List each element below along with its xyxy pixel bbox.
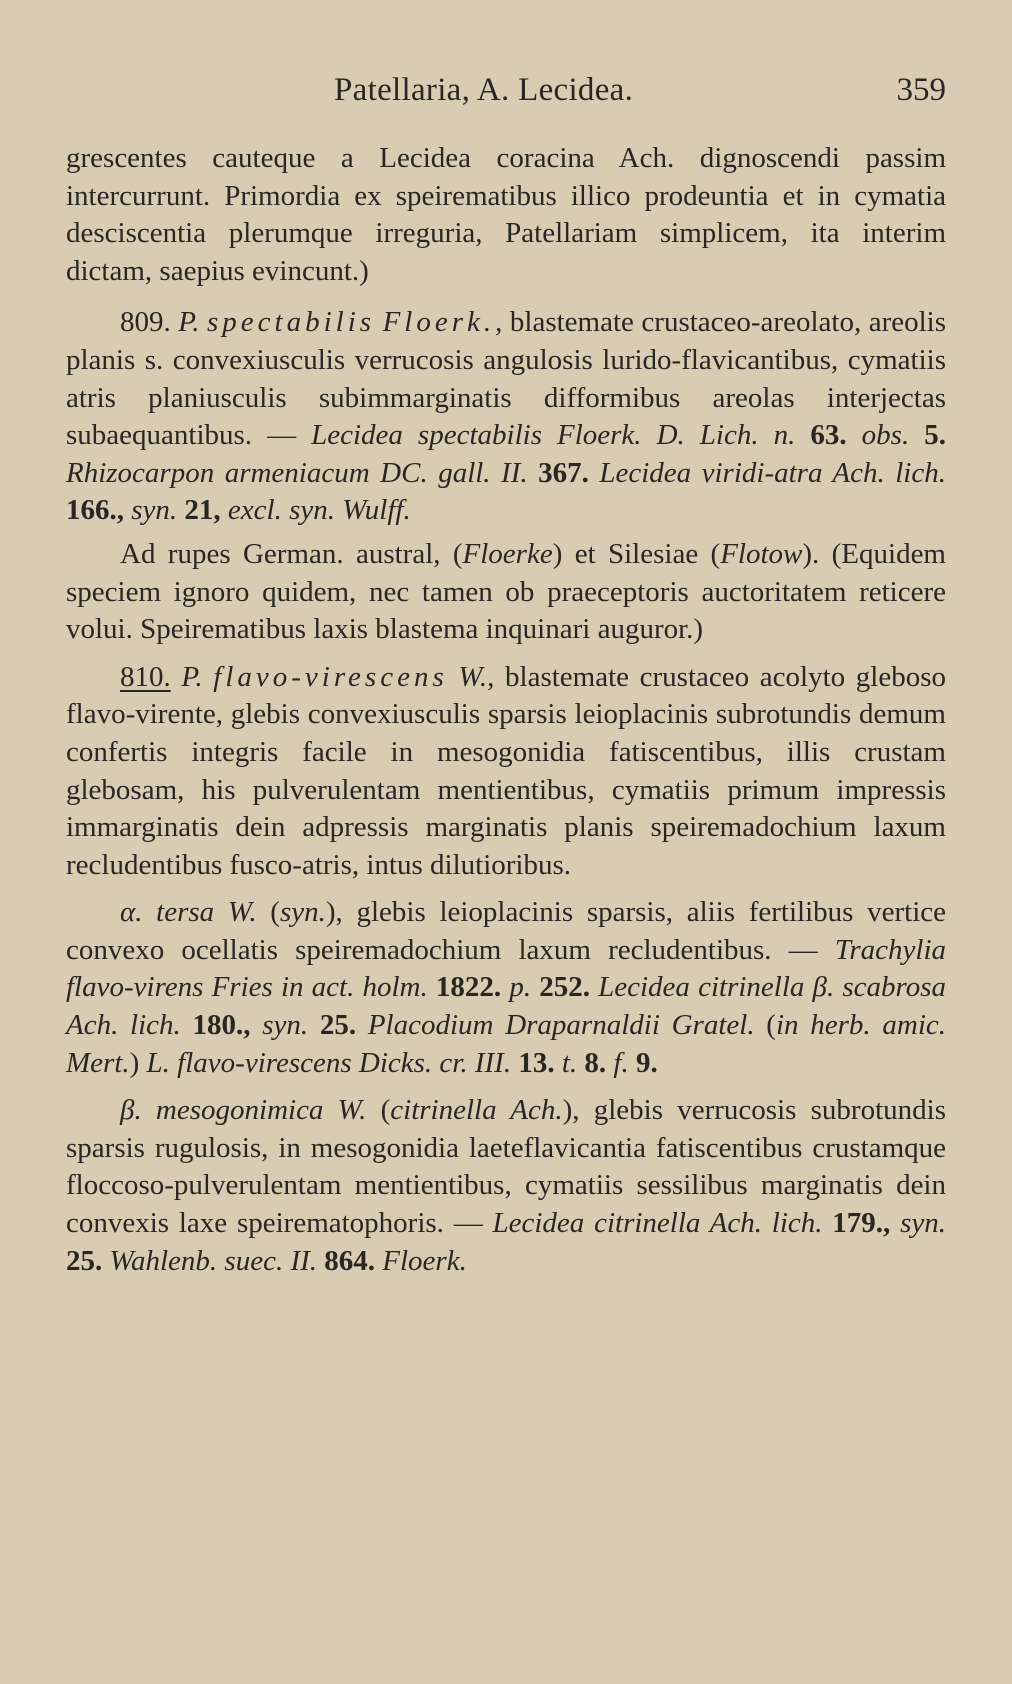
- synonym: Lecidea citrinella Ach. lich.: [492, 1207, 823, 1240]
- citation-number: 5.: [909, 419, 946, 452]
- citation-number: 21,: [177, 494, 228, 527]
- variety-alpha-diagnosis: ), glebis leioplacinis sparsis, aliis fertilibus vertice convexo ocellatis speiremadochium laxum recludentibus. —: [66, 896, 946, 966]
- variety-alpha: [66, 894, 946, 1082]
- variety-beta: [66, 1092, 946, 1280]
- citation-number: 179.,: [822, 1207, 901, 1240]
- synonym: citrinella Ach.: [390, 1094, 563, 1127]
- synonym: Lecidea citrinella β. scabrosa Ach. lich.: [66, 971, 947, 1042]
- citation-number: 25.: [308, 1009, 368, 1042]
- variety-beta-diagnosis: ), glebis verrucosis subrotundis sparsis rugulosis, in mesogonidia laeteflavicantia fatiscentibus crustamque floccoso-pulverulentam mentientibus, cymatiis sessilibus marginatis dein convexis laxe speirematophoris. —: [66, 1094, 946, 1240]
- citation-number: 8.: [577, 1046, 614, 1079]
- collector-name: Floerke: [462, 537, 553, 570]
- citation-number: 25.: [66, 1244, 110, 1277]
- synonym: syn.: [262, 1009, 309, 1042]
- citation-number: 252.: [531, 971, 599, 1004]
- variety-alpha-label: α. tersa W.: [120, 896, 257, 929]
- entry-809: [66, 304, 946, 530]
- page-body: [66, 140, 946, 1280]
- citation-number: 1822.: [427, 971, 510, 1004]
- entry-809-number: 809.: [120, 306, 171, 339]
- synonym: Trachylia flavo-virens Fries in act. holm.: [66, 933, 946, 1004]
- synonym: Rhizocarpon armeniacum DC. gall. II.: [66, 456, 528, 489]
- habitat-text: Ad rupes German. austral, (: [120, 537, 463, 570]
- entry-810-diagnosis: , blastemate crustaceo acolyto gleboso flavo-virente, glebis convexiusculis sparsis leioplacinis subrotundis demum confertis integris facile in mesogonidia fatiscentibus, illis crustam glebosam, his pulverulentam mentientibus, cymatiis primum impressis immarginatis dein adpressis marginatis planis speiremadochium laxum recludentibus fusco-atris, intus dilutioribus.: [66, 660, 946, 881]
- running-head: Patellaria, A. Lecidea.: [334, 72, 634, 108]
- synonym: syn.: [900, 1207, 946, 1240]
- citation-number: 13.: [511, 1046, 562, 1079]
- synonym: t.: [561, 1046, 578, 1079]
- citation-number: 9.: [628, 1046, 658, 1079]
- entry-809-genus: P.: [178, 306, 200, 339]
- entry-810-number: 810.: [120, 660, 171, 693]
- punct: (: [256, 896, 280, 929]
- punct: (: [754, 1009, 776, 1042]
- entry-810-author: W.: [458, 660, 488, 693]
- synonym: Placodium Draparnaldii Gratel.: [367, 1009, 755, 1042]
- citation-number: 180.,: [180, 1009, 263, 1042]
- synonym: p.: [509, 971, 532, 1004]
- punct: (: [366, 1094, 391, 1127]
- page-header: [66, 72, 946, 116]
- entry-809-author: Floerk.: [382, 306, 496, 339]
- synonym: obs.: [861, 419, 910, 452]
- citation-number: 63.: [795, 419, 862, 452]
- synonym: L. flavo-virescens Dicks. cr. III.: [146, 1046, 512, 1079]
- entry-809-habitat: [66, 536, 946, 649]
- synonym: Floerk.: [382, 1244, 467, 1277]
- habitat-text: ). (Equidem speciem ignoro quidem, nec tamen ob praeceptoris auctoritatem reticere volui. Speirematibus laxis blastema inquinari auguror.): [66, 537, 946, 646]
- synonym: syn.: [279, 896, 326, 929]
- synonym: Wahlenb. suec. II.: [109, 1244, 318, 1277]
- page-number: 359: [896, 72, 946, 108]
- synonym: syn.: [131, 494, 178, 527]
- collector-name: Flotow: [720, 537, 803, 570]
- entry-810-species: flavo-virescens: [213, 660, 448, 693]
- entry-810-genus: P.: [181, 660, 203, 693]
- variety-beta-label: β. mesogonimica W.: [120, 1094, 367, 1127]
- citation-number: 166.,: [66, 494, 132, 527]
- synonym: Lecidea viridi-atra Ach. lich.: [599, 456, 946, 489]
- entry-809-diagnosis: , blastemate crustaceo-areolato, areolis planis s. convexiusculis verrucosis angulosis lurido-flavicantibus, cymatiis atris planiusculis subimmarginatis difformibus areolas interjectas subaequantibus. —: [66, 306, 947, 452]
- synonym: f.: [613, 1046, 629, 1079]
- entry-809-species: spectabilis: [207, 306, 376, 339]
- paragraph-intro: grescentes cauteque a Lecidea coracina Ach. dignoscendi passim intercurrunt. Primordia ex speirematibus illico prodeuntia et in cymatia desciscentia plerumque irreguria, Patellariam simplicem, ita interim dictam, saepius evincunt.): [66, 142, 946, 287]
- citation-number: 367.: [527, 456, 600, 489]
- citation-number: 864.: [317, 1244, 383, 1277]
- habitat-text: ) et Silesiae (: [552, 537, 721, 570]
- synonym: excl. syn. Wulff.: [227, 494, 411, 527]
- entry-810: [66, 659, 946, 885]
- punct: ): [129, 1046, 147, 1079]
- synonym: in herb. amic. Mert.: [66, 1009, 946, 1079]
- synonym: Lecidea spectabilis Floerk. D. Lich. n.: [311, 419, 796, 452]
